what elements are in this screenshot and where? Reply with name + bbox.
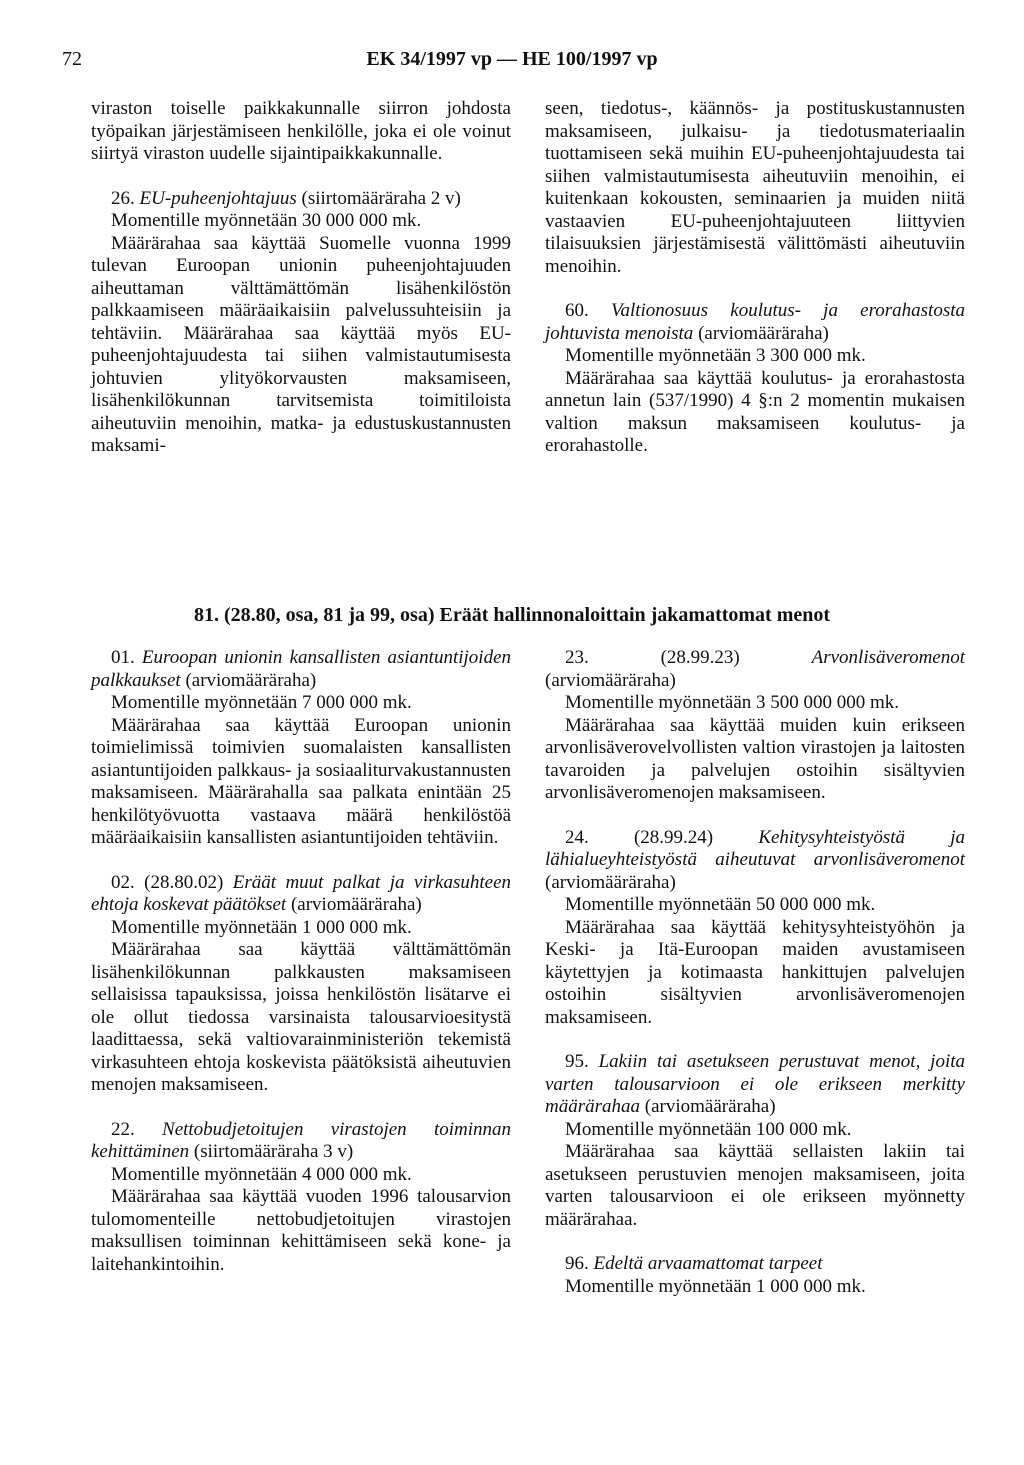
item-number: 24. (28.99.24) — [565, 826, 714, 848]
item-title: Eräät muut palkat ja virkasuhteen ehtoja koskevat päätökset — [91, 871, 512, 915]
item-22-heading — [91, 1119, 511, 1164]
top-right-column — [545, 98, 965, 458]
item-body: Määrärahaa saa käyttää Suomelle vuonna 1999 tulevan Euroopan unionin puheenjohtajuuden aiheuttaman välttämättömän lisähenkilöstön palkkaamiseen määräaikaisiin palvelussuhteisiin ja tehtäviin. Määrärahaa saa käyttää myös EU-puheenjohtajuudesta tai siihen valmistautumisesta johtuvien ylityökorvausten maksamiseen, lisähenkilökunnan tarvitsemista toimitiloista aiheutuviin menoihin, matka- ja edustuskustannusten maksami- — [91, 232, 511, 456]
item-body: Määrärahaa saa käyttää vuoden 1996 talousarvion tulomomenteille nettobudjetoitujen virastojen maksullisen toiminnan kehittämiseen sekä kone- ja laitehankintoihin. — [91, 1186, 511, 1275]
section-heading: 81. (28.80, osa, 81 ja 99, osa) Eräät hallinnonaloittain jakamattomat menot — [193, 604, 831, 626]
item-type: (arviomääräraha) — [290, 894, 422, 915]
item-type: (arviomääräraha) — [698, 322, 829, 344]
item-amount: Momentille myönnetään 1 000 000 mk. — [111, 916, 412, 938]
item-type: (siirtomääräraha 2 v) — [301, 187, 461, 209]
item-number: 96. — [565, 1253, 589, 1274]
item-95-heading — [545, 1051, 965, 1119]
item-23-heading — [545, 647, 965, 692]
item-body: Määrärahaa saa käyttää koulutus- ja erorahastosta annetun lain (537/1990) 4 §:n 2 momentin mukaisen valtion maksun maksamiseen koulutus- ja erorahastolle. — [545, 367, 965, 456]
item-title: EU-puheenjohtajuus — [139, 187, 297, 209]
item-amount: Momentille myönnetään 50 000 000 mk. — [565, 894, 876, 915]
item-number: 26. — [111, 187, 135, 209]
item-type: (arviomääräraha) — [545, 669, 676, 691]
item-body: Määrärahaa saa käyttää Euroopan unionin toimielimissä toimivien suomalaisten kansallisten asiantuntijoiden palkkaus- ja sosiaaliturvakustannusten maksamiseen. Määrärahalla saa palkata enintään 25 henkilötyövuotta vastaava määrä henkilöstöä määräaikaisiin kansallisten asiantuntijoiden tehtäviin. — [91, 714, 511, 848]
item-title: Lakiin tai asetukseen perustuvat menot, joita varten talousarvioon ei ole erikseen merkitty määrärahaa — [545, 1051, 966, 1117]
item-body: Määrärahaa saa käyttää sellaisten lakiin tai asetukseen perustuvien menojen maksamiseen, joita varten talousarvioon ei ole erikseen myönnetty määrärahaa. — [545, 1141, 965, 1230]
item-60-heading — [545, 300, 965, 345]
item-body: Määrärahaa saa käyttää välttämättömän lisähenkilökunnan palkkausten maksamiseen sellaisissa tapauksissa, joissa henkilöstön lisätarve ei ole ollut tiedossa varsinaista talousarvioesitystä laadittaessa, sekä valtiovarainministeriön tekemistä virkasuhteen ehtoja koskevista päätöksistä aiheutuvien menojen maksamiseen. — [91, 939, 511, 1095]
item-title: Valtionosuus koulutus- ja erorahastosta johtuvista menoista — [545, 300, 966, 344]
item-title: Nettobudjetoitujen virastojen toiminnan kehittäminen — [91, 1118, 511, 1162]
bottom-left-column — [91, 647, 511, 1276]
item-96-heading — [545, 1253, 965, 1276]
item-number: 23. (28.99.23) — [565, 647, 740, 668]
top-left-column — [91, 98, 511, 458]
running-header: EK 34/1997 vp — HE 100/1997 vp — [366, 48, 658, 70]
item-number: 60. — [565, 300, 589, 321]
item-number: 01. — [111, 647, 135, 668]
item-type: (arviomääräraha) — [545, 871, 676, 893]
paragraph: seen, tiedotus-, käännös- ja postituskustannusten maksamiseen, julkaisu- ja tiedotusmateriaalin tuottamiseen sekä muihin EU-puheenjohtajuudesta tai siihen valmistautumisesta aiheutuviin menoihin, ei kuitenkaan kokousten, seminaarien ja muiden niitä vastaavien EU-puheenjohtajuuteen liittyvien tilaisuuksien järjestämisestä välittömästi aiheutuviin menoihin. — [545, 98, 965, 277]
item-number: 02. (28.80.02) — [111, 871, 224, 893]
item-title: Kehitysyhteistyöstä ja lähialueyhteistyöstä aiheutuvat arvonlisäveromenot — [545, 826, 965, 870]
item-body: Määrärahaa saa käyttää kehitysyhteistyöhön ja Keski- ja Itä-Euroopan maiden avustamiseen käytettyjen ja kotimaasta hankittujen palvelujen ostoihin sisältyvien arvonlisäveromenojen maksamiseen. — [545, 916, 965, 1028]
item-amount: Momentille myönnetään 3 500 000 000 mk. — [565, 692, 900, 713]
item-amount: Momentille myönnetään 1 000 000 mk. — [565, 1275, 866, 1297]
item-02-heading — [91, 872, 511, 917]
item-amount: Momentille myönnetään 7 000 000 mk. — [111, 692, 412, 713]
item-title: Edeltä arvaamattomat tarpeet — [593, 1253, 823, 1274]
item-24-heading — [545, 827, 965, 895]
item-title: Euroopan unionin kansallisten asiantuntijoiden palkkaukset — [91, 647, 511, 691]
item-number: 22. — [111, 1118, 135, 1140]
item-01-heading — [91, 647, 511, 692]
item-type: (arviomääräraha) — [185, 669, 317, 691]
item-amount: Momentille myönnetään 100 000 mk. — [565, 1118, 852, 1140]
item-type: (siirtomääräraha 3 v) — [193, 1141, 354, 1162]
page-number: 72 — [62, 48, 82, 70]
item-26-heading — [91, 188, 511, 211]
item-amount: Momentille myönnetään 30 000 000 mk. — [111, 210, 422, 231]
item-title: Arvonlisäveromenot — [811, 647, 965, 668]
item-type: (arviomääräraha) — [644, 1096, 776, 1117]
item-body: Määrärahaa saa käyttää muiden kuin erikseen arvonlisäverovelvollisten valtion virastojen ja laitosten tavaroiden ja palvelujen ostoihin sisältyvien arvonlisäveromenojen maksamiseen. — [545, 714, 965, 803]
item-amount: Momentille myönnetään 4 000 000 mk. — [111, 1163, 412, 1185]
item-amount: Momentille myönnetään 3 300 000 mk. — [565, 345, 866, 366]
item-number: 95. — [565, 1051, 589, 1072]
paragraph: viraston toiselle paikkakunnalle siirron johdosta työpaikan järjestämiseen henkilölle, joka ei ole voinut siirtyä viraston uudelle sijaintipaikkakunnalle. — [91, 98, 511, 164]
bottom-right-column — [545, 647, 965, 1298]
